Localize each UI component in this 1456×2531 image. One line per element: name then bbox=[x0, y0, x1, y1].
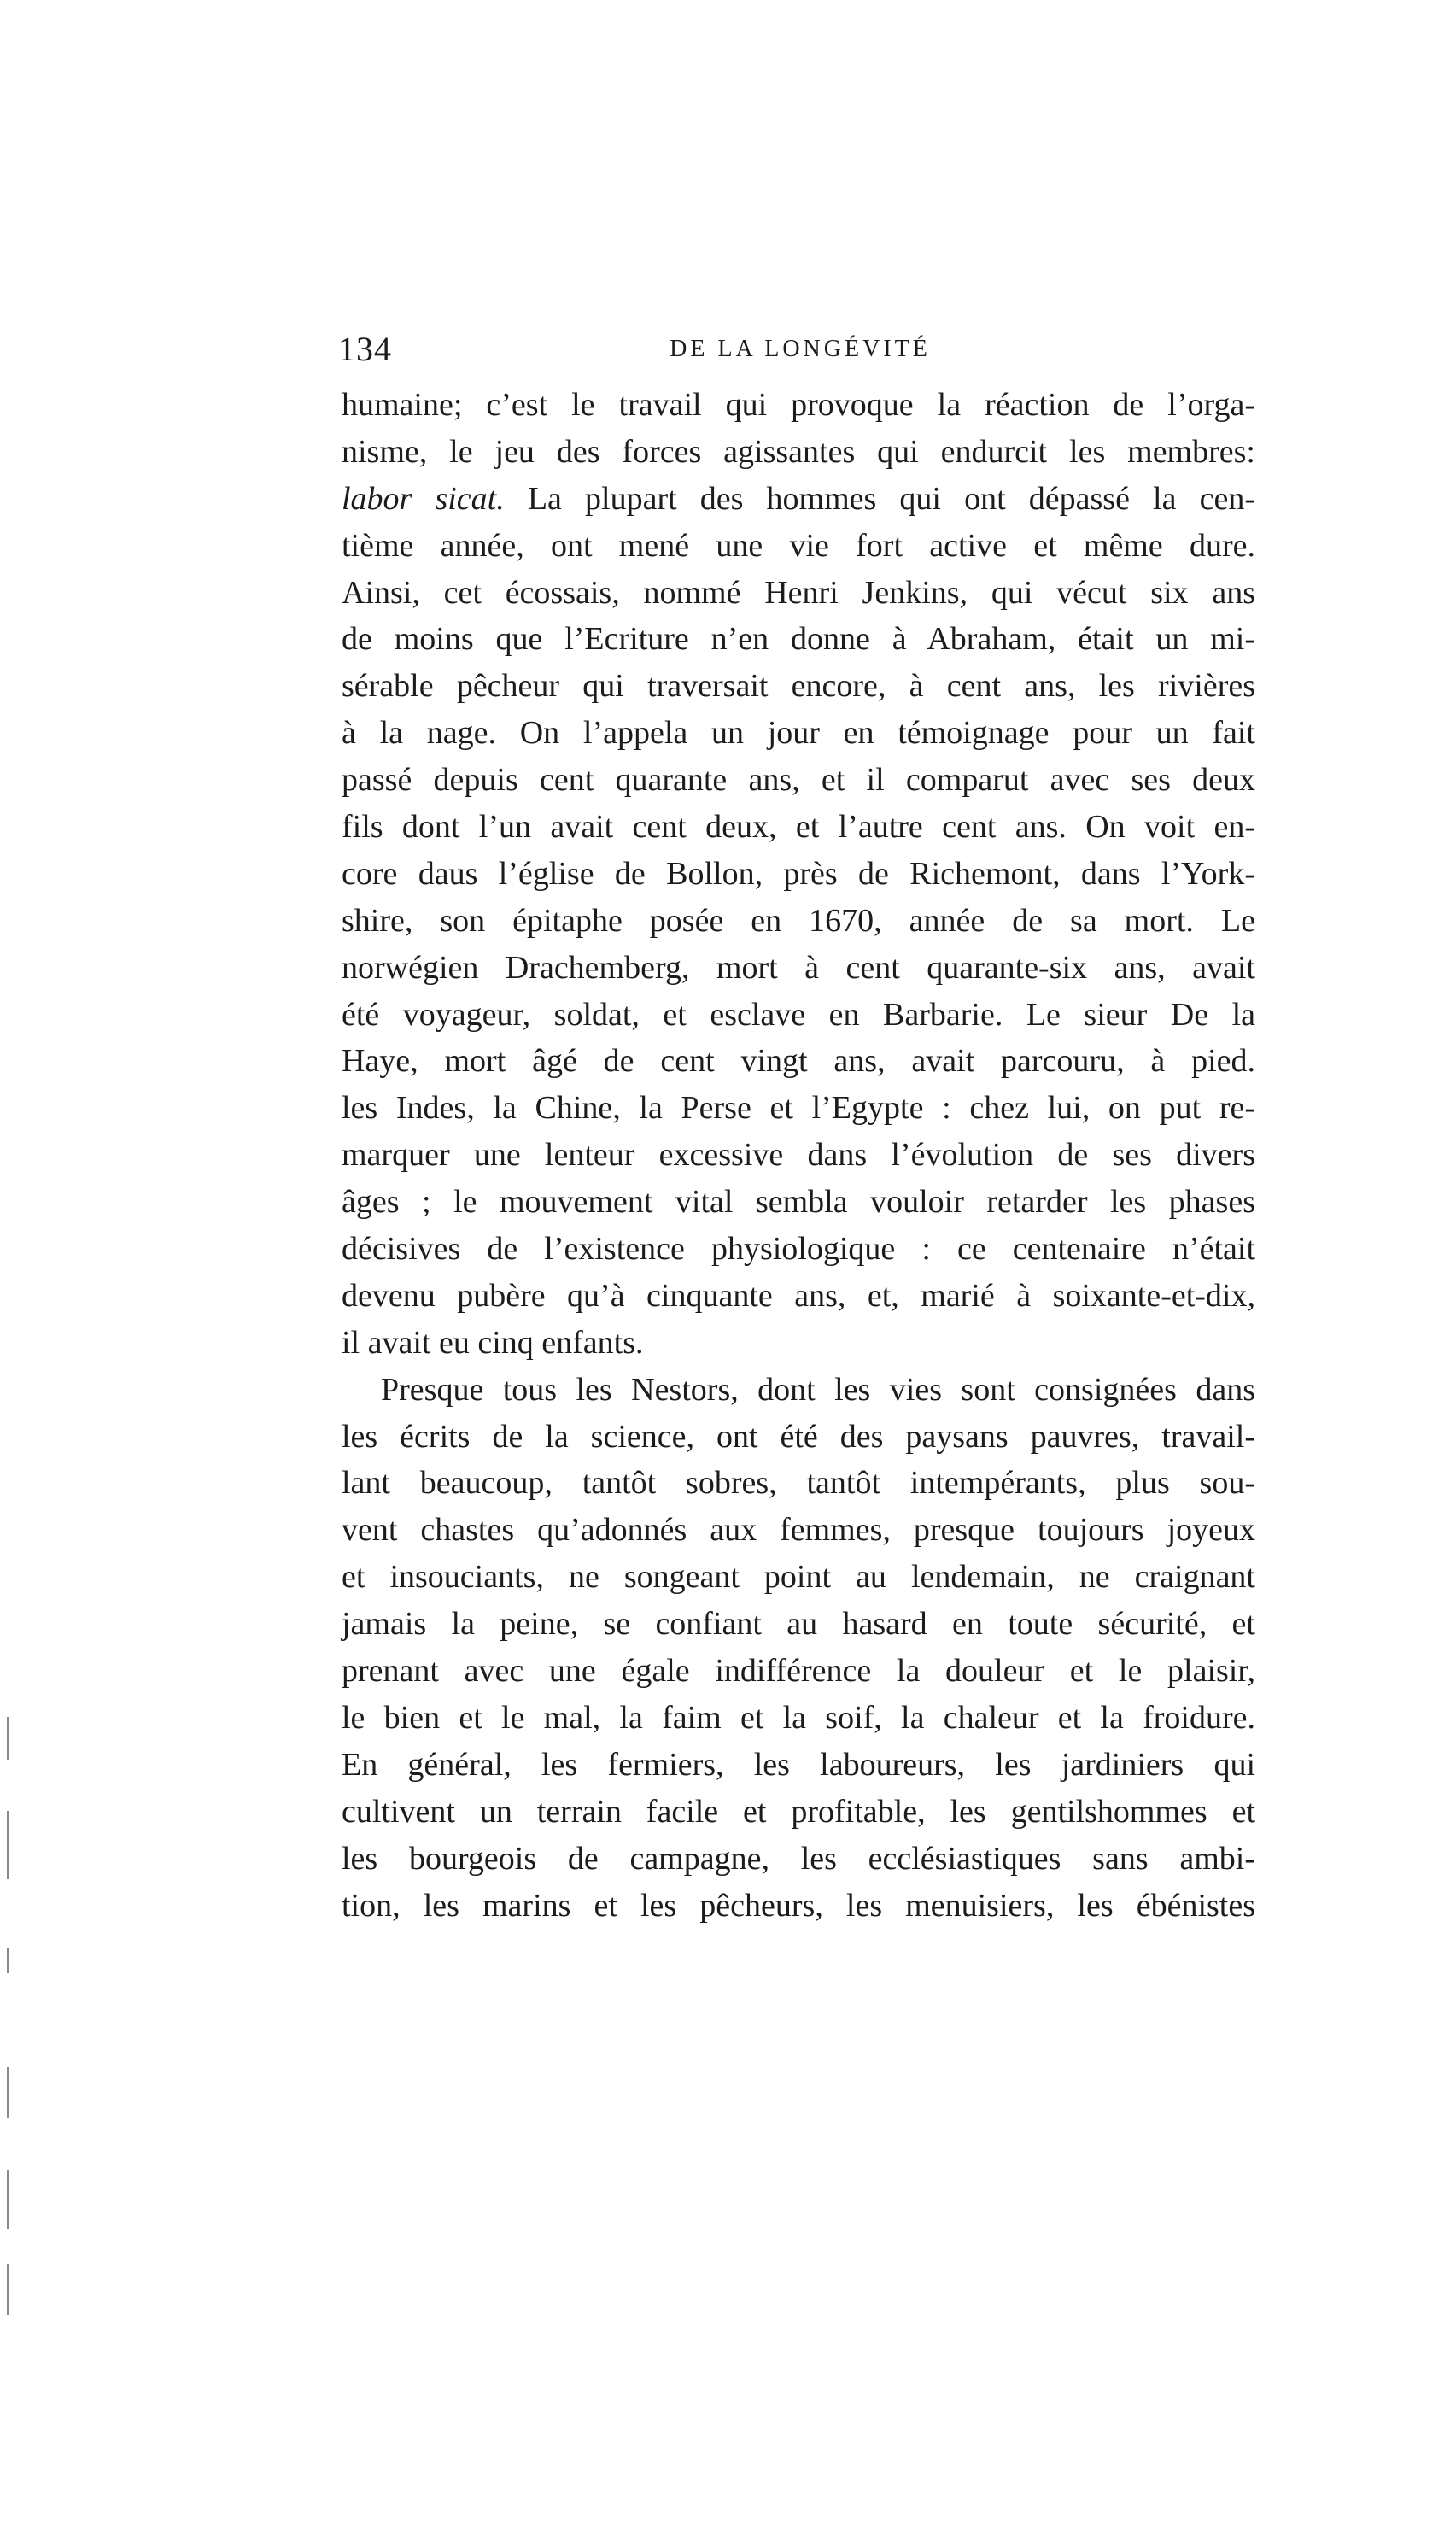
text-line: et insouciants, ne songeant point au lendemain, ne craignant bbox=[342, 1559, 1255, 1596]
text-line: prenant avec une égale indifférence la douleur et le plaisir, bbox=[342, 1653, 1255, 1690]
body-text bbox=[342, 382, 1255, 1929]
text-line: les Indes, la Chine, la Perse et l’Egypte : chez lui, on put re- bbox=[342, 1090, 1255, 1127]
text-line: à la nage. On l’appela un jour en témoignage pour un fait bbox=[342, 715, 1255, 752]
text-line: tième année, ont mené une vie fort active et même dure. bbox=[342, 527, 1255, 564]
text-line: marquer une lenteur excessive dans l’évolution de ses divers bbox=[342, 1137, 1255, 1174]
text-line: jamais la peine, se confiant au hasard en toute sécurité, et bbox=[342, 1606, 1255, 1643]
text-line: lant beaucoup, tantôt sobres, tantôt intempérants, plus sou- bbox=[342, 1465, 1255, 1502]
text-line: cultivent un terrain facile et profitable, les gentilshommes et bbox=[342, 1793, 1255, 1830]
text-line: humaine; c’est le travail qui provoque la réaction de l’orga- bbox=[342, 387, 1255, 423]
text-line: devenu pubère qu’à cinquante ans, et, marié à soixante-et-dix, bbox=[342, 1277, 1255, 1314]
text-line: passé depuis cent quarante ans, et il comparut avec ses deux bbox=[342, 762, 1255, 799]
latin-phrase: labor sicat. bbox=[342, 480, 505, 517]
scan-mark bbox=[7, 1717, 9, 1760]
text-line: vent chastes qu’adonnés aux femmes, presque toujours joyeux bbox=[342, 1512, 1255, 1549]
text-line: le bien et le mal, la faim et la soif, la chaleur et la froidure. bbox=[342, 1699, 1255, 1736]
text-line: labor sicat. La plupart des hommes qui ont dépassé la cen- bbox=[342, 480, 1255, 517]
scan-mark bbox=[7, 1948, 9, 1973]
text-line: shire, son épitaphe posée en 1670, année de sa mort. Le bbox=[342, 902, 1255, 939]
text-line: norwégien Drachemberg, mort à cent quarante-six ans, avait bbox=[342, 949, 1255, 986]
scan-mark bbox=[7, 1811, 9, 1879]
text-line: décisives de l’existence physiologique : ce centenaire n’était bbox=[342, 1231, 1255, 1268]
text-line: En général, les fermiers, les laboureurs, les jardiniers qui bbox=[342, 1746, 1255, 1783]
text-line: âges ; le mouvement vital sembla vouloir retarder les phases bbox=[342, 1184, 1255, 1221]
text-line: de moins que l’Ecriture n’en donne à Abraham, était un mi- bbox=[342, 621, 1255, 658]
text-line: core daus l’église de Bollon, près de Richemont, dans l’York- bbox=[342, 855, 1255, 892]
text-line: été voyageur, soldat, et esclave en Barbarie. Le sieur De la bbox=[342, 996, 1255, 1033]
text-line: les bourgeois de campagne, les ecclésiastiques sans ambi- bbox=[342, 1840, 1255, 1877]
text-line: fils dont l’un avait cent deux, et l’autre cent ans. On voit en- bbox=[342, 809, 1255, 846]
running-title: DE LA LONGÉVITÉ bbox=[670, 336, 931, 362]
text-line: sérable pêcheur qui traversait encore, à cent ans, les rivières bbox=[342, 668, 1255, 705]
page-number: 134 bbox=[338, 330, 392, 368]
text-line: nisme, le jeu des forces agissantes qui endurcit les membres: bbox=[342, 433, 1255, 470]
text-line: tion, les marins et les pêcheurs, les menuisiers, les ébénistes bbox=[342, 1887, 1255, 1924]
text-line: les écrits de la science, ont été des paysans pauvres, travail- bbox=[342, 1418, 1255, 1455]
scan-mark bbox=[7, 2067, 9, 2118]
scan-mark bbox=[7, 2170, 9, 2229]
text-line: Presque tous les Nestors, dont les vies sont consignées dans bbox=[381, 1371, 1255, 1408]
text-line: Ainsi, cet écossais, nommé Henri Jenkins, qui vécut six ans bbox=[342, 574, 1255, 611]
page-header bbox=[338, 329, 1262, 372]
scan-mark bbox=[7, 2264, 9, 2315]
text-line: Haye, mort âgé de cent vingt ans, avait parcouru, à pied. bbox=[342, 1043, 1255, 1080]
text-line: il avait eu cinq enfants. bbox=[342, 1324, 644, 1361]
